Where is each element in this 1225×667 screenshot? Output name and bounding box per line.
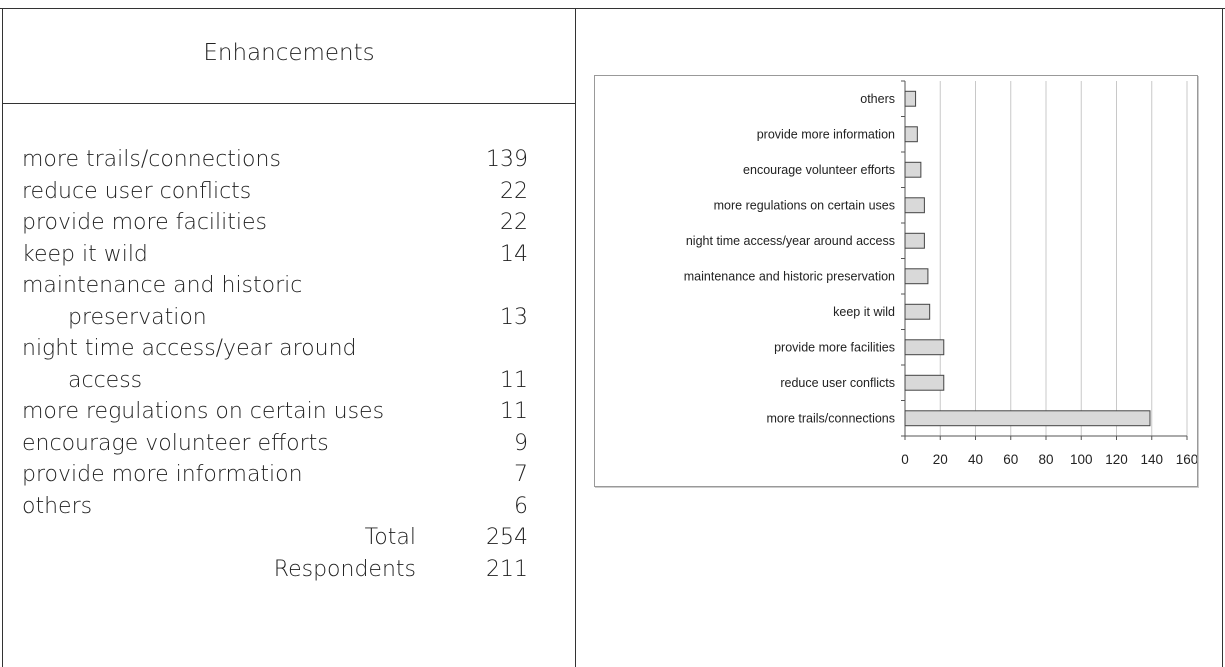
category-label: more regulations on certain uses bbox=[713, 198, 895, 213]
x-tick-label: 40 bbox=[967, 452, 984, 467]
category-label: night time access/year around access bbox=[685, 233, 895, 248]
table-header: Enhancements bbox=[203, 40, 375, 66]
x-tick-label: 120 bbox=[1105, 452, 1128, 467]
bar bbox=[905, 91, 916, 106]
x-tick-label: 80 bbox=[1038, 452, 1054, 467]
row-value: 139 bbox=[486, 147, 528, 172]
x-tick-label: 140 bbox=[1140, 452, 1164, 467]
row-value: 11 bbox=[500, 399, 528, 424]
bar bbox=[905, 162, 921, 177]
table-row bbox=[22, 144, 542, 176]
bar bbox=[905, 127, 917, 142]
bar bbox=[905, 411, 1150, 426]
row-label: others bbox=[22, 493, 93, 519]
row-value: 22 bbox=[500, 210, 528, 235]
table-row bbox=[22, 459, 542, 491]
row-label: reduce user conflicts bbox=[22, 178, 252, 204]
frame-left-rule bbox=[2, 8, 3, 667]
header-separator bbox=[2, 103, 576, 104]
table-row bbox=[22, 207, 542, 239]
table-row bbox=[22, 270, 542, 302]
bar bbox=[905, 304, 930, 319]
category-label: maintenance and historic preservation bbox=[683, 269, 895, 284]
row-value: 14 bbox=[500, 241, 528, 267]
row-label: encourage volunteer efforts bbox=[22, 430, 329, 456]
category-label: others bbox=[860, 91, 895, 106]
row-label-continued: preservation bbox=[68, 304, 207, 330]
row-label: maintenance and historic bbox=[22, 273, 303, 298]
frame-right-rule bbox=[1222, 8, 1223, 667]
x-tick-label: 100 bbox=[1069, 452, 1093, 467]
table-row bbox=[22, 491, 542, 523]
category-label: reduce user conflicts bbox=[780, 375, 895, 390]
bar-chart-svg bbox=[595, 76, 1197, 486]
bar bbox=[905, 269, 928, 284]
respondents-row bbox=[22, 554, 542, 586]
category-label: more trails/connections bbox=[766, 411, 895, 426]
category-label: keep it wild bbox=[833, 304, 895, 319]
row-value: 9 bbox=[514, 430, 528, 456]
row-label: provide more information bbox=[22, 462, 303, 487]
bar bbox=[905, 375, 944, 390]
table-row-continuation bbox=[22, 365, 542, 397]
bar bbox=[905, 198, 924, 213]
bar-chart bbox=[594, 75, 1198, 487]
row-label: provide more facilities bbox=[22, 210, 267, 235]
enhancements-table bbox=[22, 144, 542, 585]
row-value: 11 bbox=[500, 367, 528, 393]
total-row bbox=[22, 522, 542, 554]
table-row bbox=[22, 239, 542, 271]
frame-column-divider bbox=[575, 8, 576, 667]
table-row bbox=[22, 333, 542, 365]
table-row bbox=[22, 396, 542, 428]
x-tick-label: 160 bbox=[1175, 452, 1197, 467]
category-label: provide more facilities bbox=[774, 340, 895, 355]
total-value: 254 bbox=[486, 525, 528, 550]
bar bbox=[905, 233, 924, 248]
category-label: provide more information bbox=[756, 127, 895, 142]
row-label: keep it wild bbox=[22, 241, 148, 267]
respondents-label: Respondents bbox=[273, 556, 416, 582]
category-label: encourage volunteer efforts bbox=[743, 162, 895, 177]
row-value: 22 bbox=[500, 178, 528, 204]
row-value: 7 bbox=[514, 462, 528, 487]
table-row bbox=[22, 428, 542, 460]
bar bbox=[905, 340, 944, 355]
table-row-continuation bbox=[22, 302, 542, 334]
x-tick-label: 0 bbox=[901, 452, 909, 467]
x-tick-label: 20 bbox=[932, 452, 948, 467]
respondents-value: 211 bbox=[486, 556, 528, 582]
row-value: 13 bbox=[500, 304, 528, 330]
row-value: 6 bbox=[514, 493, 528, 519]
frame-top-rule bbox=[0, 8, 1225, 9]
row-label: night time access/year around bbox=[22, 336, 357, 361]
row-label-continued: access bbox=[68, 367, 143, 393]
row-label: more trails/connections bbox=[22, 147, 281, 172]
row-label: more regulations on certain uses bbox=[22, 399, 385, 424]
total-label: Total bbox=[364, 525, 416, 550]
x-tick-label: 60 bbox=[1003, 452, 1019, 467]
table-row bbox=[22, 176, 542, 208]
